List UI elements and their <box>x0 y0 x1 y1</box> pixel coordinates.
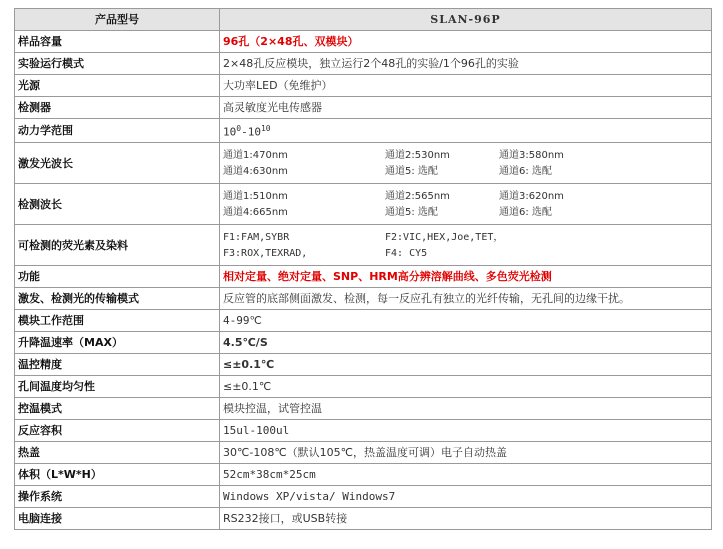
table-header-row <box>15 9 712 31</box>
header-label: 产品型号 <box>15 9 220 31</box>
row-value: 30℃-108℃（默认105℃，热盖温度可调）电子自动热盖 <box>220 442 712 464</box>
channel-cell: 通道5: 选配 <box>385 206 438 218</box>
row-value: 模块控温，试管控温 <box>220 398 712 420</box>
channel-cell: 通道3:620nm <box>499 190 564 202</box>
dynamic-range-value <box>220 119 712 143</box>
row-value: 15ul-100ul <box>220 420 712 442</box>
row-label: 动力学范围 <box>15 119 220 143</box>
row-value: 2×48孔反应模块，独立运行2个48孔的实验/1个96孔的实验 <box>220 53 712 75</box>
table-row <box>15 225 712 266</box>
row-label: 检测器 <box>15 97 220 119</box>
row-label: 温控精度 <box>15 354 220 376</box>
channel-cell: 通道4:665nm <box>223 206 288 218</box>
row-label: 激发、检测光的传输模式 <box>15 288 220 310</box>
row-label: 控温模式 <box>15 398 220 420</box>
header-model: SLAN-96P <box>220 9 712 31</box>
channel-cell: 通道4:630nm <box>223 165 288 177</box>
channel-cell: 通道6: 选配 <box>499 206 552 218</box>
row-value: 52cm*38cm*25cm <box>220 464 712 486</box>
channel-cell: 通道6: 选配 <box>499 165 552 177</box>
table-row <box>15 97 712 119</box>
row-label: 可检测的荧光素及染料 <box>15 225 220 266</box>
range-separator: -10 <box>241 125 261 139</box>
spec-table <box>14 8 712 530</box>
table-row <box>15 420 712 442</box>
row-value: ≤±0.1℃ <box>220 376 712 398</box>
table-row <box>15 376 712 398</box>
row-label: 升降温速率（MAX） <box>15 332 220 354</box>
row-value: 4-99℃ <box>220 310 712 332</box>
table-row <box>15 508 712 530</box>
row-value: 反应管的底部侧面激发、检测，每一反应孔有独立的光纤传输，无孔间的边缘干扰。 <box>220 288 712 310</box>
channel-cell: 通道5: 选配 <box>385 165 438 177</box>
table-row <box>15 184 712 225</box>
row-value-highlight: 96孔（2×48孔、双模块） <box>220 31 712 53</box>
range-base: 10 <box>223 125 237 139</box>
row-value: ≤±0.1℃ <box>220 354 712 376</box>
row-label: 光源 <box>15 75 220 97</box>
row-label: 体积（L*W*H） <box>15 464 220 486</box>
row-value: 大功率LED（免维护） <box>220 75 712 97</box>
channel-cell: 通道2:565nm <box>385 190 450 202</box>
row-label: 热盖 <box>15 442 220 464</box>
range-exp-low: 0 <box>236 124 242 134</box>
channel-cell: 通道3:580nm <box>499 149 564 161</box>
table-row <box>15 464 712 486</box>
channel-cell: 通道2:530nm <box>385 149 450 161</box>
table-row <box>15 75 712 97</box>
channel-cell: 通道1:470nm <box>223 149 288 161</box>
row-label: 孔间温度均匀性 <box>15 376 220 398</box>
table-row <box>15 31 712 53</box>
excitation-channels <box>220 143 712 184</box>
row-label: 反应容积 <box>15 420 220 442</box>
table-row <box>15 266 712 288</box>
row-value: 4.5℃/S <box>220 332 712 354</box>
channel-cell: 通道1:510nm <box>223 190 288 202</box>
row-label: 功能 <box>15 266 220 288</box>
table-row <box>15 486 712 508</box>
row-value: 高灵敏度光电传感器 <box>220 97 712 119</box>
table-row <box>15 442 712 464</box>
dye-list <box>220 225 712 266</box>
table-row <box>15 288 712 310</box>
dye-cell: F3:ROX,TEXRAD, <box>223 247 308 259</box>
row-label: 模块工作范围 <box>15 310 220 332</box>
row-label: 样品容量 <box>15 31 220 53</box>
table-row <box>15 310 712 332</box>
table-row <box>15 119 712 143</box>
dye-cell: F1:FAM,SYBR <box>223 231 290 243</box>
detection-channels <box>220 184 712 225</box>
row-value: Windows XP/vista/ Windows7 <box>220 486 712 508</box>
dye-cell: F2:VIC,HEX,Joe,TET， <box>385 231 504 243</box>
row-label: 激发光波长 <box>15 143 220 184</box>
table-row <box>15 354 712 376</box>
dye-cell: F4: CY5 <box>385 247 428 259</box>
function-value-highlight: 相对定量、绝对定量、SNP、HRM高分辨溶解曲线、多色荧光检测 <box>220 266 712 288</box>
row-label: 检测波长 <box>15 184 220 225</box>
row-label: 操作系统 <box>15 486 220 508</box>
range-exp-high: 10 <box>260 124 271 134</box>
table-row <box>15 398 712 420</box>
row-label: 实验运行模式 <box>15 53 220 75</box>
table-row <box>15 332 712 354</box>
table-row <box>15 53 712 75</box>
table-row <box>15 143 712 184</box>
row-label: 电脑连接 <box>15 508 220 530</box>
row-value: RS232接口，或USB转接 <box>220 508 712 530</box>
